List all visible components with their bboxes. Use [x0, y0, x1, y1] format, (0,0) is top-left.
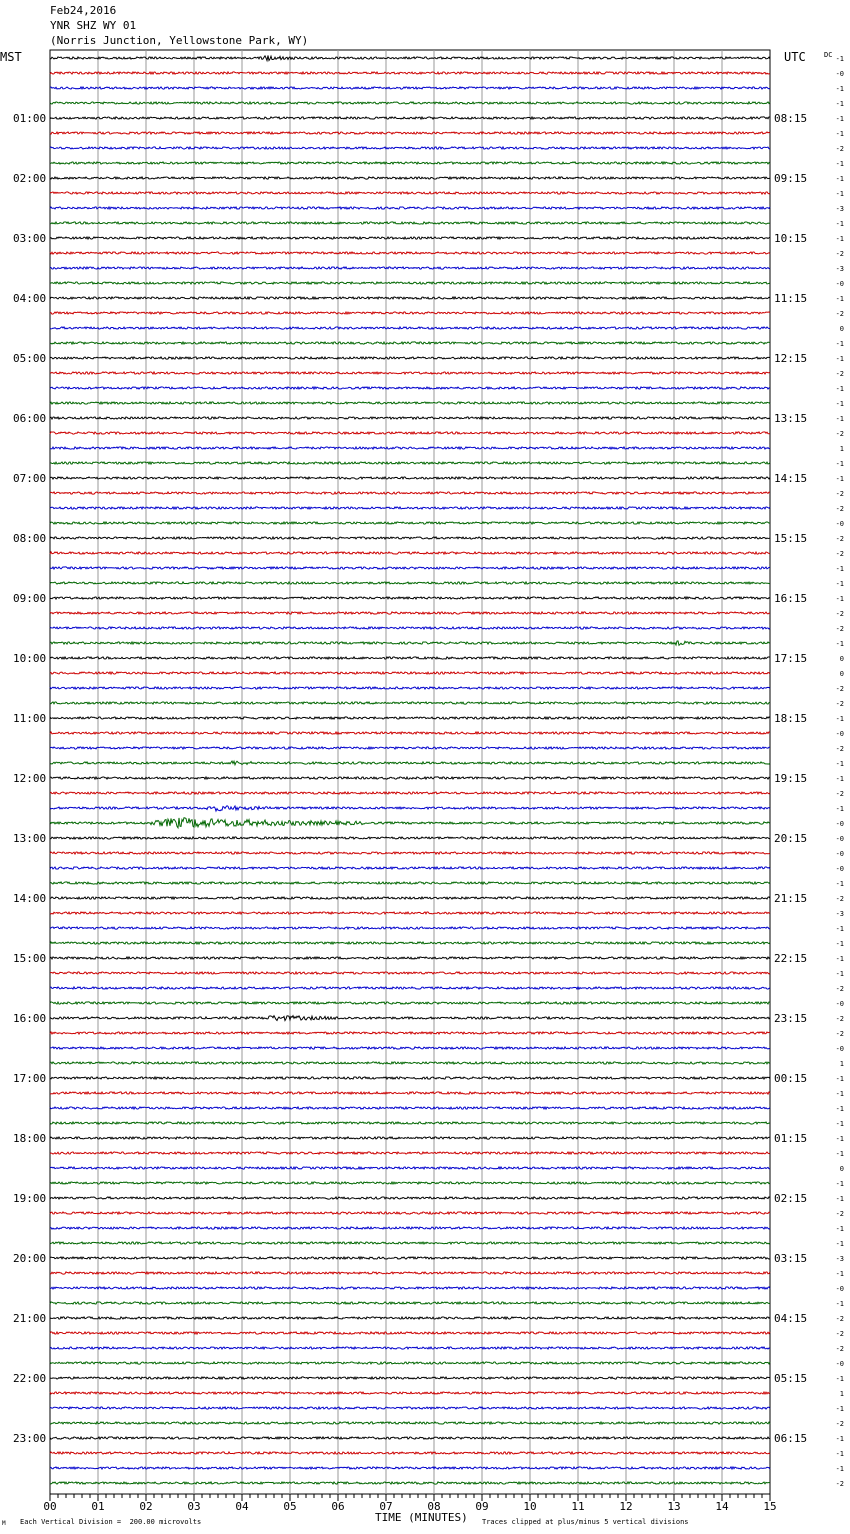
seismic-trace [50, 942, 770, 944]
seismic-trace [50, 1032, 770, 1034]
seismic-trace [50, 1407, 770, 1409]
dc-offset-value: -1 [835, 595, 844, 603]
seismic-trace [50, 1362, 770, 1364]
dc-offset-value: -1 [835, 160, 844, 168]
seismic-trace [50, 627, 770, 629]
dc-offset-value: -0 [835, 520, 844, 528]
dc-offset-value: -1 [835, 1075, 844, 1083]
seismic-trace [50, 552, 770, 554]
x-tick-label: 09 [475, 1500, 489, 1513]
dc-offset-value: 0 [839, 1165, 844, 1173]
right-timezone-label: UTC [784, 50, 806, 64]
seismic-trace [50, 357, 770, 359]
dc-offset-value: -1 [835, 220, 844, 228]
dc-offset-value: -2 [835, 790, 844, 798]
dc-offset-value: -1 [835, 580, 844, 588]
seismic-traces [50, 55, 770, 1484]
x-tick-label: 05 [283, 1500, 297, 1513]
mst-hour-label: 17:00 [13, 1072, 47, 1085]
seismic-trace [50, 87, 770, 89]
x-tick-label: 08 [427, 1500, 441, 1513]
seismic-trace [50, 252, 770, 254]
seismic-trace [50, 282, 770, 284]
dc-offset-value: -2 [835, 430, 844, 438]
x-tick-label: 01 [91, 1500, 105, 1513]
seismic-trace [50, 1077, 770, 1079]
seismic-trace [50, 567, 770, 569]
dc-offset-value: -0 [835, 1285, 844, 1293]
seismic-trace [50, 867, 770, 869]
seismic-trace [50, 806, 770, 811]
utc-hour-label: 19:15 [774, 772, 808, 785]
seismic-trace [50, 1002, 770, 1004]
seismic-trace [50, 582, 770, 584]
mst-hour-label: 12:00 [13, 772, 47, 785]
seismic-trace [50, 987, 770, 989]
utc-hour-label: 15:15 [774, 532, 808, 545]
dc-offset-value: -1 [835, 1090, 844, 1098]
dc-offset-value: -2 [835, 1480, 844, 1488]
dc-offset-value: -1 [835, 175, 844, 183]
seismic-trace [50, 1392, 770, 1394]
dc-offset-value: -1 [835, 1180, 844, 1188]
seismic-trace [50, 747, 770, 749]
dc-offset-value: -2 [835, 610, 844, 618]
seismic-trace [50, 702, 770, 704]
seismic-trace [50, 177, 770, 179]
seismic-trace [50, 462, 770, 464]
dc-offset-value: -1 [835, 970, 844, 978]
utc-hour-label: 01:15 [774, 1132, 808, 1145]
seismic-trace [50, 1062, 770, 1064]
dc-offset-value: -1 [835, 55, 844, 63]
mst-hour-label: 07:00 [13, 472, 47, 485]
dc-offset-value: -1 [835, 190, 844, 198]
dc-offset-value: -0 [835, 850, 844, 858]
dc-offset-value: -2 [835, 685, 844, 693]
dc-offset-value: -0 [835, 835, 844, 843]
x-tick-label: 12 [619, 1500, 633, 1513]
seismic-trace [50, 672, 770, 674]
utc-hour-label: 09:15 [774, 172, 808, 185]
dc-offset-value: -1 [835, 475, 844, 483]
seismic-trace [50, 1287, 770, 1289]
plot-date: Feb24,2016 [50, 4, 117, 17]
dc-offset-value: -1 [835, 115, 844, 123]
dc-offset-value: -1 [835, 460, 844, 468]
dc-offset-value: 0 [839, 655, 844, 663]
seismic-trace [50, 207, 770, 209]
utc-hour-label: 11:15 [774, 292, 808, 305]
seismic-trace [50, 372, 770, 374]
seismic-trace [50, 1242, 770, 1244]
dc-offset-value: -1 [835, 1270, 844, 1278]
x-tick-label: 03 [187, 1500, 201, 1513]
x-tick-label: 14 [715, 1500, 729, 1513]
utc-hour-label: 10:15 [774, 232, 808, 245]
dc-offset-value: -1 [835, 385, 844, 393]
dc-offset-value: -3 [835, 205, 844, 213]
dc-offset-value: -0 [835, 1360, 844, 1368]
seismic-trace [50, 522, 770, 524]
dc-offset-value: -1 [835, 1300, 844, 1308]
dc-offset-value: -1 [835, 805, 844, 813]
dc-offset-value: -3 [835, 1255, 844, 1263]
x-tick-label: 11 [571, 1500, 585, 1513]
seismic-trace [50, 1212, 770, 1214]
seismic-trace [50, 912, 770, 914]
seismic-trace [50, 402, 770, 404]
seismic-trace [50, 1227, 770, 1229]
seismic-trace [50, 447, 770, 449]
utc-hour-label: 22:15 [774, 952, 808, 965]
seismic-trace [50, 792, 770, 794]
dc-offset-value: -2 [835, 250, 844, 258]
seismic-trace [50, 687, 770, 689]
dc-offset-value: -1 [835, 1195, 844, 1203]
x-axis-title: TIME (MINUTES) [375, 1511, 468, 1524]
seismic-trace [50, 1272, 770, 1274]
utc-hour-label: 13:15 [774, 412, 808, 425]
dc-offset-value: -1 [835, 1150, 844, 1158]
mst-hour-label: 06:00 [13, 412, 47, 425]
dc-offset-value: -1 [835, 880, 844, 888]
seismic-trace [50, 1302, 770, 1304]
utc-hour-label: 02:15 [774, 1192, 808, 1205]
seismic-trace [50, 1332, 770, 1334]
mst-hour-label: 02:00 [13, 172, 47, 185]
utc-hour-label: 16:15 [774, 592, 808, 605]
dc-offset-value: -1 [835, 940, 844, 948]
left-timezone-label: MST [0, 50, 22, 64]
x-tick-label: 10 [523, 1500, 537, 1513]
dc-offset-value: -1 [835, 1240, 844, 1248]
mst-hour-label: 22:00 [13, 1372, 47, 1385]
utc-hour-label: 17:15 [774, 652, 808, 665]
seismic-trace [50, 1152, 770, 1154]
seismic-trace [50, 852, 770, 854]
dc-offset-value: -2 [835, 1315, 844, 1323]
dc-offset-value: -0 [835, 820, 844, 828]
seismic-trace [50, 507, 770, 509]
seismic-trace [50, 761, 770, 765]
dc-offset-value: -1 [835, 85, 844, 93]
dc-offset-value: 1 [839, 445, 844, 453]
dc-offset-value: -2 [835, 535, 844, 543]
mst-hour-label: 20:00 [13, 1252, 47, 1265]
seismic-trace [50, 1107, 770, 1109]
seismic-trace [50, 417, 770, 419]
mst-hour-label: 15:00 [13, 952, 47, 965]
mst-hour-label: 01:00 [13, 112, 47, 125]
seismic-trace [50, 55, 770, 60]
seismic-trace [50, 597, 770, 599]
dc-offset-value: -0 [835, 865, 844, 873]
seismic-trace [50, 537, 770, 539]
dc-offset-header: DC [824, 51, 833, 59]
dc-offset-value: -1 [835, 1105, 844, 1113]
seismic-trace [50, 1317, 770, 1319]
seismic-trace [50, 267, 770, 269]
seismic-trace [50, 342, 770, 344]
dc-offset-value: -2 [835, 1030, 844, 1038]
seismic-trace [50, 312, 770, 314]
dc-offset-value: -2 [835, 745, 844, 753]
x-tick-label: 15 [763, 1500, 777, 1513]
dc-offset-value: -2 [835, 145, 844, 153]
seismic-trace [50, 1437, 770, 1439]
seismic-trace [50, 387, 770, 389]
dc-offset-value: -0 [835, 70, 844, 78]
seismic-trace [50, 327, 770, 329]
seismic-trace [50, 1452, 770, 1454]
seismic-trace [50, 297, 770, 299]
dc-offset-value: -1 [835, 1225, 844, 1233]
utc-hour-label: 08:15 [774, 112, 808, 125]
dc-offset-value: -1 [835, 1450, 844, 1458]
seismic-trace [50, 1122, 770, 1124]
dc-offset-value: -1 [835, 925, 844, 933]
utc-hour-label: 14:15 [774, 472, 808, 485]
x-tick-label: 02 [139, 1500, 153, 1513]
dc-offset-value: -2 [835, 895, 844, 903]
seismic-trace [50, 222, 770, 224]
seismic-trace [50, 717, 770, 719]
dc-offset-value: -2 [835, 310, 844, 318]
station-code: YNR SHZ WY 01 [50, 19, 137, 32]
dc-offset-value: -2 [835, 1420, 844, 1428]
seismic-trace [50, 957, 770, 959]
seismic-trace [50, 1422, 770, 1424]
dc-offset-value: -2 [835, 550, 844, 558]
dc-offset-value: 1 [839, 1060, 844, 1068]
mst-hour-label: 11:00 [13, 712, 47, 725]
seismic-trace [50, 432, 770, 434]
seismic-trace [50, 777, 770, 779]
dc-offset-value: -2 [835, 985, 844, 993]
seismic-trace [50, 1467, 770, 1469]
utc-hour-label: 05:15 [774, 1372, 808, 1385]
dc-offset-value: -1 [835, 1435, 844, 1443]
seismic-trace [50, 162, 770, 164]
mst-hour-label: 16:00 [13, 1012, 47, 1025]
dc-offset-value: -1 [835, 1405, 844, 1413]
dc-offset-value: -2 [835, 1345, 844, 1353]
seismic-trace [50, 1197, 770, 1199]
x-tick-label: 00 [43, 1500, 57, 1513]
seismic-trace [50, 641, 770, 645]
mst-hour-label: 03:00 [13, 232, 47, 245]
seismic-trace [50, 102, 770, 104]
seismic-trace [50, 897, 770, 899]
dc-offset-value: -2 [835, 625, 844, 633]
dc-offset-value: -0 [835, 1000, 844, 1008]
dc-offset-value: -2 [835, 490, 844, 498]
seismic-trace [50, 818, 770, 828]
seismic-trace [50, 882, 770, 884]
mst-hour-label: 21:00 [13, 1312, 47, 1325]
scale-note: Each Vertical Division = 200.00 microvolts [20, 1518, 202, 1526]
dc-offset-value: -1 [835, 760, 844, 768]
seismic-trace [50, 117, 770, 119]
seismic-trace [50, 1092, 770, 1094]
clip-note: Traces clipped at plus/minus 5 vertical divisions [482, 1518, 689, 1526]
utc-hour-label: 06:15 [774, 1432, 808, 1445]
utc-hour-label: 04:15 [774, 1312, 808, 1325]
mst-hour-label: 14:00 [13, 892, 47, 905]
dc-offset-value: -1 [835, 1135, 844, 1143]
utc-hour-label: 03:15 [774, 1252, 808, 1265]
dc-offset-value: -1 [835, 415, 844, 423]
seismic-trace [50, 972, 770, 974]
mst-hour-label: 04:00 [13, 292, 47, 305]
corner-mark: M [2, 1520, 6, 1527]
mst-hour-label: 18:00 [13, 1132, 47, 1145]
dc-offset-value: -2 [835, 700, 844, 708]
dc-offset-value: -1 [835, 235, 844, 243]
dc-offset-value: -1 [835, 340, 844, 348]
dc-offset-value: 1 [839, 1390, 844, 1398]
dc-offset-value: -0 [835, 730, 844, 738]
seismic-trace [50, 837, 770, 839]
x-tick-label: 07 [379, 1500, 393, 1513]
dc-offset-value: -2 [835, 1210, 844, 1218]
seismic-trace [50, 1347, 770, 1349]
seismic-trace [50, 657, 770, 659]
seismic-trace [50, 1482, 770, 1484]
seismic-trace [50, 1167, 770, 1169]
seismic-trace [50, 612, 770, 614]
seismic-trace [50, 1257, 770, 1259]
dc-offset-value: -2 [835, 370, 844, 378]
seismic-trace [50, 147, 770, 149]
dc-offset-value: -1 [835, 400, 844, 408]
seismic-trace [50, 1137, 770, 1139]
seismic-trace [50, 477, 770, 479]
dc-offset-value: -1 [835, 130, 844, 138]
mst-hour-label: 05:00 [13, 352, 47, 365]
dc-offset-value: -0 [835, 280, 844, 288]
dc-offset-value: 0 [839, 325, 844, 333]
dc-offset-value: -2 [835, 1330, 844, 1338]
dc-offset-value: -0 [835, 1045, 844, 1053]
dc-offset-value: -2 [835, 1015, 844, 1023]
dc-offset-value: -1 [835, 640, 844, 648]
x-tick-label: 13 [667, 1500, 681, 1513]
station-location: (Norris Junction, Yellowstone Park, WY) [50, 34, 309, 47]
x-tick-label: 06 [331, 1500, 345, 1513]
mst-hour-label: 08:00 [13, 532, 47, 545]
utc-hour-label: 20:15 [774, 832, 808, 845]
seismic-trace [50, 732, 770, 734]
dc-offset-value: -1 [835, 565, 844, 573]
seismic-trace [50, 1377, 770, 1379]
dc-offset-value: -1 [835, 1375, 844, 1383]
mst-hour-label: 19:00 [13, 1192, 47, 1205]
x-tick-label: 04 [235, 1500, 249, 1513]
mst-hour-label: 13:00 [13, 832, 47, 845]
seismic-trace [50, 927, 770, 929]
seismic-trace [50, 72, 770, 74]
seismic-trace [50, 237, 770, 239]
seismic-trace [50, 1047, 770, 1049]
utc-hour-label: 12:15 [774, 352, 808, 365]
dc-offset-value: -1 [835, 1120, 844, 1128]
seismic-trace [50, 1182, 770, 1184]
mst-hour-label: 23:00 [13, 1432, 47, 1445]
dc-offset-value: -1 [835, 955, 844, 963]
utc-hour-label: 23:15 [774, 1012, 808, 1025]
dc-offset-value: -1 [835, 355, 844, 363]
dc-offset-value: -1 [835, 715, 844, 723]
mst-hour-label: 09:00 [13, 592, 47, 605]
utc-hour-label: 00:15 [774, 1072, 808, 1085]
dc-offset-value: -1 [835, 100, 844, 108]
dc-offset-value: -3 [835, 265, 844, 273]
utc-hour-label: 21:15 [774, 892, 808, 905]
dc-offset-value: 0 [839, 670, 844, 678]
dc-offset-value: -1 [835, 1465, 844, 1473]
seismic-trace [50, 192, 770, 194]
dc-offset-value: -2 [835, 505, 844, 513]
dc-offset-value: -1 [835, 775, 844, 783]
seismic-trace [50, 132, 770, 134]
dc-offset-value: -1 [835, 295, 844, 303]
seismic-trace [50, 492, 770, 494]
utc-hour-label: 18:15 [774, 712, 808, 725]
mst-hour-label: 10:00 [13, 652, 47, 665]
dc-offset-value: -3 [835, 910, 844, 918]
seismic-trace [50, 1016, 770, 1021]
